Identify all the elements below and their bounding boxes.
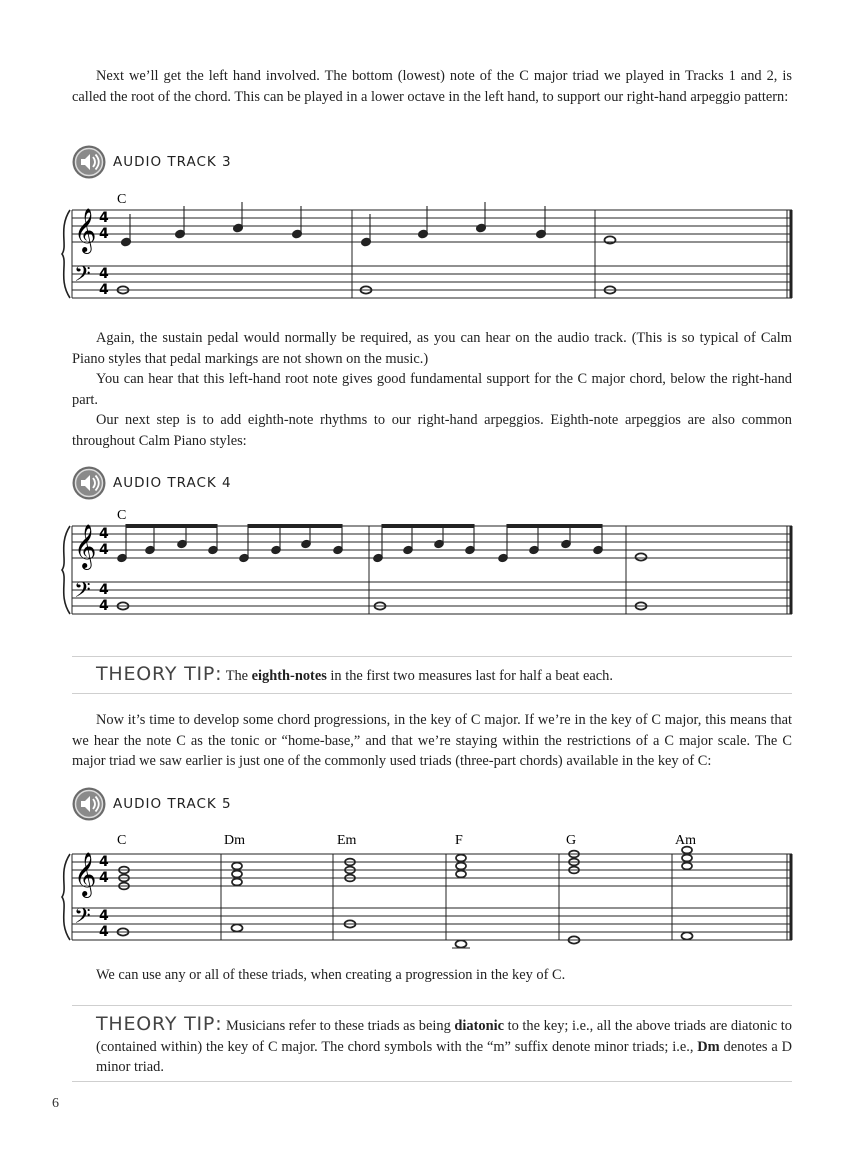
triad-chords xyxy=(116,847,692,890)
score-track-3 xyxy=(60,188,800,304)
pedal-text: Again, the sustain pedal would normally be required, as you can hear on the audio track. (This is so typical of Calm Piano styles that pedal markings are not shown on the music.) xyxy=(72,330,792,367)
theory-tip-1 xyxy=(72,656,792,694)
bass-clef: 𝄢 xyxy=(74,578,91,608)
speaker-icon xyxy=(72,787,106,821)
brace xyxy=(62,854,70,940)
after-track-5-text: We can use any or all of these triads, when creating a progression in the key of C. xyxy=(96,967,566,983)
time-sig-top: 4 xyxy=(99,582,109,598)
tip-text: The xyxy=(222,668,252,684)
time-sig-top: 4 xyxy=(99,908,109,924)
tip-text: Musicians refer to these triads as being xyxy=(222,1018,455,1034)
tip-bold-term: Dm xyxy=(697,1038,720,1055)
time-sig-top: 4 xyxy=(99,526,109,542)
chord-symbols xyxy=(117,833,696,848)
chord-symbol: C xyxy=(117,833,127,848)
theory-tip-colon: : xyxy=(215,663,223,685)
chord-symbol: Dm xyxy=(224,833,245,848)
progression-paragraph xyxy=(72,710,792,772)
brace xyxy=(62,526,70,614)
treble-clef: 𝄞 xyxy=(74,208,97,252)
audio-track-label: AUDIO TRACK 3 xyxy=(113,154,232,170)
chord-symbol: Am xyxy=(675,833,696,848)
bass-roots xyxy=(118,920,693,948)
theory-tip-heading: THEORY TIP xyxy=(96,1013,216,1035)
theory-tip-2 xyxy=(72,1005,792,1082)
eighth-note-groups xyxy=(117,524,604,563)
chord-symbol: F xyxy=(455,833,463,848)
audio-track-3[interactable] xyxy=(72,144,232,180)
tip-bold-term: diatonic xyxy=(454,1018,504,1034)
chord-symbol: G xyxy=(566,833,577,848)
theory-tip-colon: : xyxy=(215,1013,223,1035)
audio-track-label: AUDIO TRACK 4 xyxy=(113,475,232,491)
chord-symbol: C xyxy=(117,192,127,207)
time-sig-bottom: 4 xyxy=(99,598,109,614)
time-sig-bottom: 4 xyxy=(99,924,109,940)
audio-track-4[interactable] xyxy=(72,465,232,501)
brace xyxy=(62,210,70,298)
page-number: 6 xyxy=(52,1096,59,1111)
eighth-note-text: Our next step is to add eighth-note rhythms to our right-hand arpeggios. Eighth-note arpeggios are also common throughout Calm Piano styles: xyxy=(72,412,792,449)
audio-track-label: AUDIO TRACK 5 xyxy=(113,796,232,812)
tip-text: in the first two measures last for half a beat each. xyxy=(326,668,613,684)
time-sig-top: 4 xyxy=(99,210,109,226)
after-track-5-paragraph xyxy=(72,965,792,986)
tip-text: denotes a D minor triad. xyxy=(96,1038,792,1075)
audio-track-5[interactable] xyxy=(72,786,232,822)
chord-symbol: C xyxy=(117,508,127,523)
theory-tip-heading: THEORY TIP xyxy=(96,663,216,685)
time-sig-bottom: 4 xyxy=(99,226,109,242)
bass-clef: 𝄢 xyxy=(74,904,91,934)
treble-clef: 𝄞 xyxy=(74,852,97,896)
speaker-icon xyxy=(72,145,106,179)
treble-notes xyxy=(117,202,547,247)
tip-bold-term: eighth-notes xyxy=(251,668,327,684)
time-sig-bottom: 4 xyxy=(99,282,109,298)
time-sig-bottom: 4 xyxy=(99,870,109,886)
bass-clef: 𝄢 xyxy=(74,262,91,292)
time-sig-top: 4 xyxy=(99,854,109,870)
root-note-text: You can hear that this left-hand root note gives good fundamental support for the C major chord, below the right-hand part. xyxy=(72,371,792,408)
intro-paragraph xyxy=(72,66,792,107)
speaker-icon xyxy=(72,466,106,500)
treble-clef: 𝄞 xyxy=(74,524,97,568)
time-sig-top: 4 xyxy=(99,266,109,282)
intro-text: Next we’ll get the left hand involved. The bottom (lowest) note of the C major triad we played in Tracks 1 and 2, is called the root of the chord. This can be played in a lower octave in the left hand, to support our right-hand arpeggio pattern: xyxy=(72,68,792,105)
tip-text: to the key; i.e., all the above triads are diatonic to (contained within) the key of C major. The chord symbols with the “m” suffix denote minor triads; i.e., xyxy=(96,1018,792,1055)
score-track-5 xyxy=(60,830,800,952)
score-track-4 xyxy=(60,506,800,622)
time-sig-bottom: 4 xyxy=(99,542,109,558)
chord-symbol: Em xyxy=(337,833,357,848)
progression-text: Now it’s time to develop some chord progressions, in the key of C major. If we’re in the key of C major, this means that we hear the note C as the tonic or “home-base,” and that we’re staying within the restrictions of a C major scale. The C major triad we saw earlier is just one of the commonly used triads (three-part chords) available in the key of C: xyxy=(72,712,792,769)
middle-paragraphs xyxy=(72,328,792,451)
